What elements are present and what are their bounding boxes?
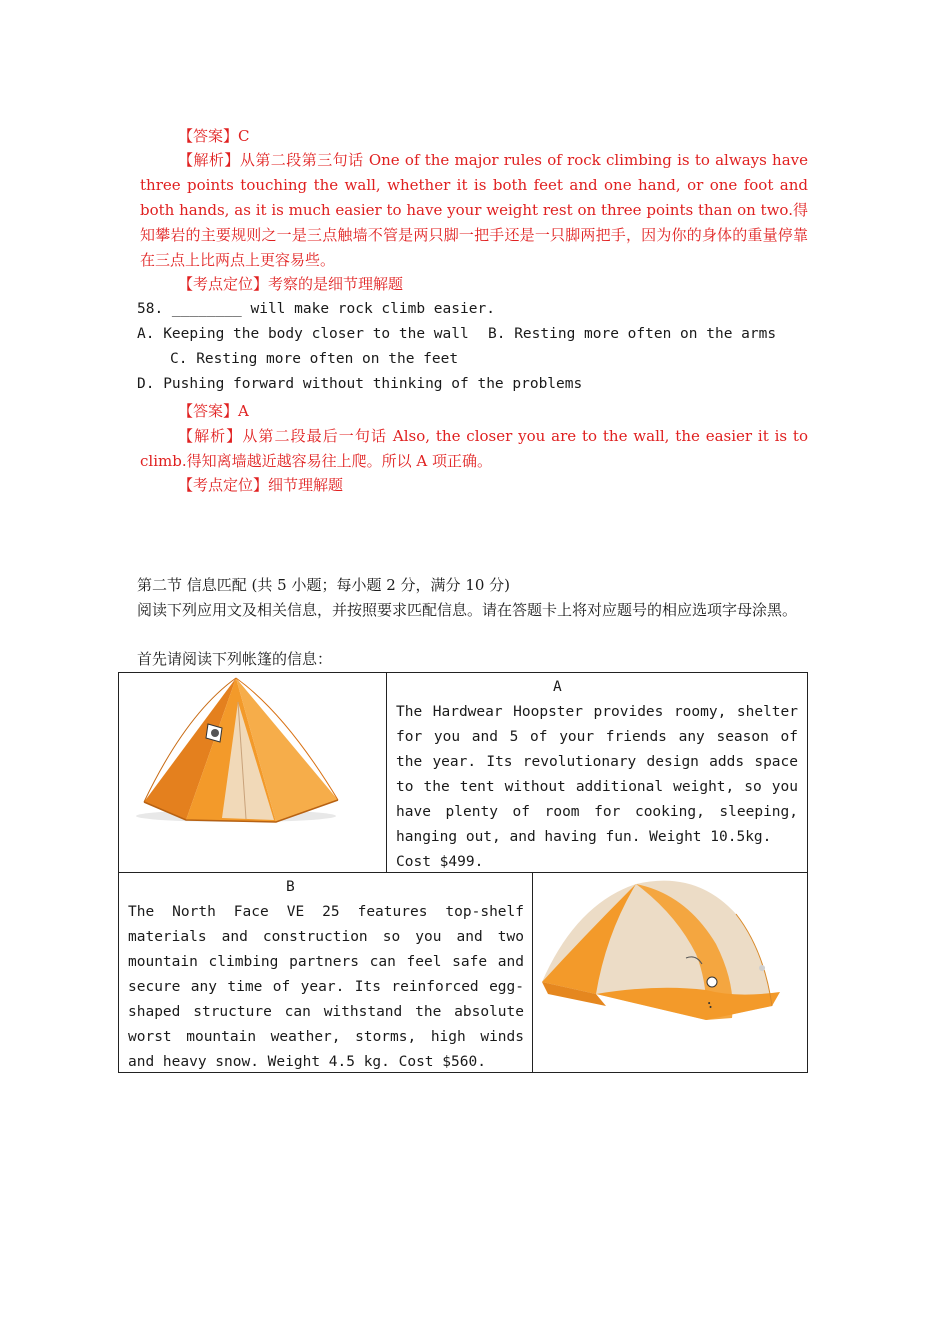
tent-a-cost: Cost $499. xyxy=(396,854,484,870)
q58-answer: 【答案】A xyxy=(178,402,249,420)
q58-analysis: 【解析】从第二段最后一句话 Also, the closer you are to the wall, the easier it is to climb.得知离墙越近越容易往上爬。所以 A 项正确。 xyxy=(140,427,808,470)
table-divider-row2 xyxy=(532,872,533,1072)
section-instruction: 阅读下列应用文及相关信息，并按照要求匹配信息。请在答题卡上将对应题号的相应选项字母涂黑。 xyxy=(137,601,798,619)
q57-location: 【考点定位】考察的是细节理解题 xyxy=(178,275,404,293)
section-title: 第二节 信息匹配 (共 5 小题；每小题 2 分，满分 10 分) xyxy=(137,576,511,594)
q58-option-d: D. Pushing forward without thinking of the problems xyxy=(137,376,583,392)
tent-a-image xyxy=(126,674,356,826)
tent-b-image xyxy=(536,874,790,1024)
svg-text:••: •• xyxy=(704,999,715,1011)
tent-a-description xyxy=(396,700,798,875)
q57-analysis: 【解析】从第二段第三句话 One of the major rules of rock climbing is to always have three points touching the wall, whether it is both feet and one hand, or one foot and both hands, as it is much easier to have your weight rest on three points than on two.得知攀岩的主要规则之一是三点触墙不管是两只脚一把手还是一只脚两把手，因为你的身体的重量停靠在三点上比两点上更容易些。 xyxy=(140,151,808,269)
table-border-top xyxy=(118,672,808,673)
table-border-right xyxy=(807,672,808,1073)
q57-answer: 【答案】C xyxy=(178,127,250,145)
q58-option-b: B. Resting more often on the arms xyxy=(488,326,777,342)
q58-option-a: A. Keeping the body closer to the wall xyxy=(137,326,469,342)
section-intro: 首先请阅读下列帐篷的信息： xyxy=(137,650,333,668)
q58-option-c: C. Resting more often on the feet xyxy=(170,351,459,367)
tent-b-letter: B xyxy=(286,879,295,895)
table-border-left xyxy=(118,672,119,1073)
tent-a-letter: A xyxy=(553,679,562,695)
tent-b-description: The North Face VE 25 features top-shelf materials and construction so you and two mountain climbing partners can feel safe and secure any time of year. Its reinforced egg-shaped structure can withstand the absolute worst mountain weather, storms, high winds and heavy snow. Weight 4.5 kg. Cost $560. xyxy=(128,904,524,1070)
q58-location: 【考点定位】细节理解题 xyxy=(178,476,344,494)
tent-a-body: The Hardwear Hoopster provides roomy, shelter for you and 5 of your friends any season of the year. Its revolutionary design adds space to the tent without additional weight, so you have plenty of room for cooking, sleeping, hanging out, and having fun. Weight 10.5kg. xyxy=(396,704,798,845)
q58-stem: 58. ________ will make rock climb easier. xyxy=(137,301,495,317)
table-divider-row1 xyxy=(386,672,387,872)
